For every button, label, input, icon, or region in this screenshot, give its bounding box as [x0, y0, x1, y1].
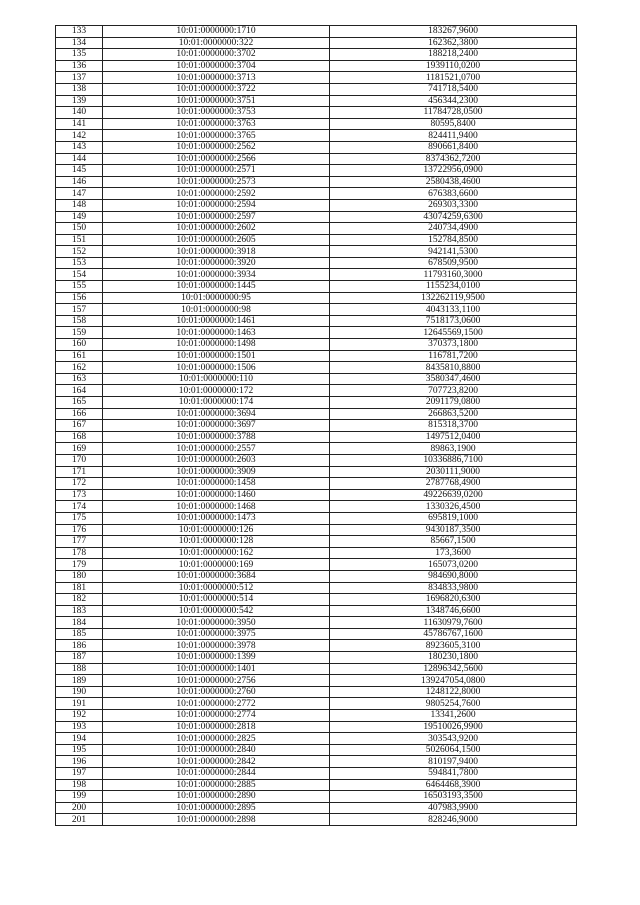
row-number-cell: 148 — [56, 199, 103, 211]
row-number-cell: 136 — [56, 60, 103, 72]
table-row — [56, 83, 577, 95]
cadastral-number-cell: 10:01:0000000:3697 — [103, 420, 330, 432]
cadastral-number-cell: 10:01:0000000:1506 — [103, 362, 330, 374]
table-row — [56, 37, 577, 49]
row-number-cell: 201 — [56, 814, 103, 826]
cadastral-number-cell: 10:01:0000000:1458 — [103, 478, 330, 490]
row-number-cell: 180 — [56, 570, 103, 582]
value-cell: 1497512,0400 — [330, 431, 577, 443]
cadastral-number-cell: 10:01:0000000:3934 — [103, 269, 330, 281]
value-cell: 45786767,1600 — [330, 628, 577, 640]
table-row — [56, 141, 577, 153]
value-cell: 180230,1800 — [330, 652, 577, 664]
row-number-cell: 170 — [56, 454, 103, 466]
value-cell: 2787768,4900 — [330, 478, 577, 490]
value-cell: 43074259,6300 — [330, 211, 577, 223]
table-row — [56, 617, 577, 629]
row-number-cell: 163 — [56, 373, 103, 385]
cadastral-number-cell: 10:01:0000000:2592 — [103, 188, 330, 200]
value-cell: 834833,9800 — [330, 582, 577, 594]
value-cell: 407983,9900 — [330, 802, 577, 814]
value-cell: 824411,9400 — [330, 130, 577, 142]
value-cell: 370373,1800 — [330, 339, 577, 351]
table-row — [56, 211, 577, 223]
row-number-cell: 188 — [56, 663, 103, 675]
table-row — [56, 594, 577, 606]
row-number-cell: 185 — [56, 628, 103, 640]
table-row — [56, 779, 577, 791]
table-row — [56, 107, 577, 119]
value-cell: 1696820,6300 — [330, 594, 577, 606]
cadastral-number-cell: 10:01:0000000:2571 — [103, 165, 330, 177]
table-row — [56, 60, 577, 72]
value-cell: 942141,5300 — [330, 246, 577, 258]
row-number-cell: 140 — [56, 107, 103, 119]
cadastral-number-cell: 10:01:0000000:3763 — [103, 118, 330, 130]
row-number-cell: 141 — [56, 118, 103, 130]
table-row — [56, 512, 577, 524]
table-row — [56, 640, 577, 652]
table-row — [56, 26, 577, 38]
table-row — [56, 281, 577, 293]
row-number-cell: 161 — [56, 350, 103, 362]
cadastral-number-cell: 10:01:0000000:2895 — [103, 802, 330, 814]
value-cell: 678509,9500 — [330, 257, 577, 269]
cadastral-number-cell: 10:01:0000000:2557 — [103, 443, 330, 455]
table-row — [56, 628, 577, 640]
cadastral-number-cell: 10:01:0000000:1445 — [103, 281, 330, 293]
row-number-cell: 171 — [56, 466, 103, 478]
row-number-cell: 194 — [56, 733, 103, 745]
row-number-cell: 146 — [56, 176, 103, 188]
cadastral-number-cell: 10:01:0000000:542 — [103, 605, 330, 617]
cadastral-number-cell: 10:01:0000000:2597 — [103, 211, 330, 223]
value-cell: 1330326,4500 — [330, 501, 577, 513]
table-row — [56, 373, 577, 385]
value-cell: 828246,9000 — [330, 814, 577, 826]
cadastral-number-cell: 10:01:0000000:2840 — [103, 744, 330, 756]
cadastral-number-cell: 10:01:0000000:512 — [103, 582, 330, 594]
table-row — [56, 686, 577, 698]
value-cell: 13722956,0900 — [330, 165, 577, 177]
row-number-cell: 142 — [56, 130, 103, 142]
cadastral-number-cell: 10:01:0000000:110 — [103, 373, 330, 385]
table-row — [56, 95, 577, 107]
cadastral-number-cell: 10:01:0000000:172 — [103, 385, 330, 397]
value-cell: 2091179,0800 — [330, 397, 577, 409]
value-cell: 89863,1900 — [330, 443, 577, 455]
row-number-cell: 133 — [56, 26, 103, 38]
row-number-cell: 196 — [56, 756, 103, 768]
value-cell: 188218,2400 — [330, 49, 577, 61]
value-cell: 9430187,3500 — [330, 524, 577, 536]
cadastral-number-cell: 10:01:0000000:2885 — [103, 779, 330, 791]
value-cell: 266863,5200 — [330, 408, 577, 420]
cadastral-number-cell: 10:01:0000000:2774 — [103, 710, 330, 722]
cadastral-number-cell: 10:01:0000000:3918 — [103, 246, 330, 258]
row-number-cell: 174 — [56, 501, 103, 513]
cadastral-number-cell: 10:01:0000000:2772 — [103, 698, 330, 710]
value-cell: 183267,9600 — [330, 26, 577, 38]
table-row — [56, 710, 577, 722]
row-number-cell: 153 — [56, 257, 103, 269]
row-number-cell: 176 — [56, 524, 103, 536]
table-row — [56, 536, 577, 548]
cadastral-number-cell: 10:01:0000000:174 — [103, 397, 330, 409]
cadastral-number-cell: 10:01:0000000:2898 — [103, 814, 330, 826]
cadastral-number-cell: 10:01:0000000:3975 — [103, 628, 330, 640]
cadastral-number-cell: 10:01:0000000:3978 — [103, 640, 330, 652]
row-number-cell: 191 — [56, 698, 103, 710]
value-cell: 49226639,0200 — [330, 489, 577, 501]
value-cell: 815318,3700 — [330, 420, 577, 432]
value-cell: 80595,8400 — [330, 118, 577, 130]
cadastral-number-cell: 10:01:0000000:2756 — [103, 675, 330, 687]
table-row — [56, 570, 577, 582]
parcel-table — [55, 25, 577, 826]
cadastral-number-cell: 10:01:0000000:2594 — [103, 199, 330, 211]
table-row — [56, 269, 577, 281]
cadastral-number-cell: 10:01:0000000:1468 — [103, 501, 330, 513]
cadastral-number-cell: 10:01:0000000:2573 — [103, 176, 330, 188]
row-number-cell: 200 — [56, 802, 103, 814]
value-cell: 11784728,0500 — [330, 107, 577, 119]
cadastral-number-cell: 10:01:0000000:3713 — [103, 72, 330, 84]
value-cell: 152784,8500 — [330, 234, 577, 246]
table-row — [56, 292, 577, 304]
cadastral-number-cell: 10:01:0000000:3920 — [103, 257, 330, 269]
row-number-cell: 172 — [56, 478, 103, 490]
row-number-cell: 187 — [56, 652, 103, 664]
table-row — [56, 188, 577, 200]
row-number-cell: 184 — [56, 617, 103, 629]
row-number-cell: 155 — [56, 281, 103, 293]
table-row — [56, 327, 577, 339]
table-row — [56, 49, 577, 61]
table-row — [56, 501, 577, 513]
row-number-cell: 175 — [56, 512, 103, 524]
cadastral-number-cell: 10:01:0000000:3702 — [103, 49, 330, 61]
cadastral-number-cell: 10:01:0000000:95 — [103, 292, 330, 304]
row-number-cell: 154 — [56, 269, 103, 281]
value-cell: 139247054,0800 — [330, 675, 577, 687]
cadastral-number-cell: 10:01:0000000:1501 — [103, 350, 330, 362]
cadastral-number-cell: 10:01:0000000:2818 — [103, 721, 330, 733]
value-cell: 2580438,4600 — [330, 176, 577, 188]
value-cell: 116781,7200 — [330, 350, 577, 362]
table-row — [56, 559, 577, 571]
value-cell: 1181521,0700 — [330, 72, 577, 84]
row-number-cell: 139 — [56, 95, 103, 107]
value-cell: 12896342,5600 — [330, 663, 577, 675]
cadastral-number-cell: 10:01:0000000:3751 — [103, 95, 330, 107]
table-row — [56, 199, 577, 211]
row-number-cell: 193 — [56, 721, 103, 733]
cadastral-number-cell: 10:01:0000000:3704 — [103, 60, 330, 72]
value-cell: 8923605,3100 — [330, 640, 577, 652]
cadastral-number-cell: 10:01:0000000:1463 — [103, 327, 330, 339]
table-row — [56, 397, 577, 409]
value-cell: 984690,8000 — [330, 570, 577, 582]
table-row — [56, 431, 577, 443]
cadastral-number-cell: 10:01:0000000:3722 — [103, 83, 330, 95]
table-row — [56, 165, 577, 177]
value-cell: 695819,1000 — [330, 512, 577, 524]
row-number-cell: 137 — [56, 72, 103, 84]
row-number-cell: 150 — [56, 223, 103, 235]
table-row — [56, 223, 577, 235]
cadastral-number-cell: 10:01:0000000:2603 — [103, 454, 330, 466]
cadastral-number-cell: 10:01:0000000:1401 — [103, 663, 330, 675]
table-row — [56, 118, 577, 130]
cadastral-number-cell: 10:01:0000000:3950 — [103, 617, 330, 629]
cadastral-number-cell: 10:01:0000000:128 — [103, 536, 330, 548]
row-number-cell: 168 — [56, 431, 103, 443]
value-cell: 303543,9200 — [330, 733, 577, 745]
row-number-cell: 183 — [56, 605, 103, 617]
cadastral-number-cell: 10:01:0000000:1460 — [103, 489, 330, 501]
row-number-cell: 149 — [56, 211, 103, 223]
value-cell: 1248122,8000 — [330, 686, 577, 698]
row-number-cell: 195 — [56, 744, 103, 756]
cadastral-number-cell: 10:01:0000000:2842 — [103, 756, 330, 768]
table-row — [56, 802, 577, 814]
table-row — [56, 733, 577, 745]
value-cell: 162362,3800 — [330, 37, 577, 49]
row-number-cell: 178 — [56, 547, 103, 559]
cadastral-number-cell: 10:01:0000000:3753 — [103, 107, 330, 119]
cadastral-number-cell: 10:01:0000000:3909 — [103, 466, 330, 478]
value-cell: 240734,4900 — [330, 223, 577, 235]
value-cell: 173,3600 — [330, 547, 577, 559]
row-number-cell: 162 — [56, 362, 103, 374]
cadastral-number-cell: 10:01:0000000:98 — [103, 304, 330, 316]
value-cell: 1939110,0200 — [330, 60, 577, 72]
table-row — [56, 663, 577, 675]
cadastral-number-cell: 10:01:0000000:126 — [103, 524, 330, 536]
value-cell: 269303,3300 — [330, 199, 577, 211]
value-cell: 85667,1500 — [330, 536, 577, 548]
table-row — [56, 234, 577, 246]
table-row — [56, 547, 577, 559]
table-row — [56, 420, 577, 432]
table-row — [56, 257, 577, 269]
cadastral-number-cell: 10:01:0000000:514 — [103, 594, 330, 606]
value-cell: 741718,5400 — [330, 83, 577, 95]
row-number-cell: 159 — [56, 327, 103, 339]
table-row — [56, 176, 577, 188]
value-cell: 16503193,3500 — [330, 791, 577, 803]
row-number-cell: 147 — [56, 188, 103, 200]
cadastral-number-cell: 10:01:0000000:1473 — [103, 512, 330, 524]
row-number-cell: 156 — [56, 292, 103, 304]
cadastral-number-cell: 10:01:0000000:2602 — [103, 223, 330, 235]
table-row — [56, 768, 577, 780]
table-row — [56, 814, 577, 826]
table-row — [56, 350, 577, 362]
cadastral-number-cell: 10:01:0000000:3684 — [103, 570, 330, 582]
table-row — [56, 315, 577, 327]
value-cell: 890661,8400 — [330, 141, 577, 153]
value-cell: 13341,2600 — [330, 710, 577, 722]
row-number-cell: 157 — [56, 304, 103, 316]
table-row — [56, 582, 577, 594]
row-number-cell: 173 — [56, 489, 103, 501]
cadastral-number-cell: 10:01:0000000:2844 — [103, 768, 330, 780]
cadastral-number-cell: 10:01:0000000:1498 — [103, 339, 330, 351]
value-cell: 594841,7800 — [330, 768, 577, 780]
table-row — [56, 72, 577, 84]
cadastral-number-cell: 10:01:0000000:1710 — [103, 26, 330, 38]
table-row — [56, 385, 577, 397]
table-row — [56, 605, 577, 617]
row-number-cell: 152 — [56, 246, 103, 258]
row-number-cell: 177 — [56, 536, 103, 548]
value-cell: 11793160,3000 — [330, 269, 577, 281]
row-number-cell: 144 — [56, 153, 103, 165]
row-number-cell: 169 — [56, 443, 103, 455]
value-cell: 11630979,7600 — [330, 617, 577, 629]
value-cell: 8374362,7200 — [330, 153, 577, 165]
value-cell: 1155234,0100 — [330, 281, 577, 293]
row-number-cell: 186 — [56, 640, 103, 652]
row-number-cell: 179 — [56, 559, 103, 571]
row-number-cell: 158 — [56, 315, 103, 327]
value-cell: 5026064,1500 — [330, 744, 577, 756]
table-row — [56, 153, 577, 165]
table-row — [56, 304, 577, 316]
row-number-cell: 143 — [56, 141, 103, 153]
row-number-cell: 166 — [56, 408, 103, 420]
row-number-cell: 199 — [56, 791, 103, 803]
cadastral-number-cell: 10:01:0000000:2890 — [103, 791, 330, 803]
table-row — [56, 362, 577, 374]
table-row — [56, 339, 577, 351]
table-row — [56, 489, 577, 501]
cadastral-number-cell: 10:01:0000000:2605 — [103, 234, 330, 246]
cadastral-number-cell: 10:01:0000000:3788 — [103, 431, 330, 443]
cadastral-number-cell: 10:01:0000000:2562 — [103, 141, 330, 153]
value-cell: 19510026,9900 — [330, 721, 577, 733]
row-number-cell: 145 — [56, 165, 103, 177]
table-row — [56, 524, 577, 536]
value-cell: 12645569,1500 — [330, 327, 577, 339]
row-number-cell: 164 — [56, 385, 103, 397]
row-number-cell: 192 — [56, 710, 103, 722]
value-cell: 9805254,7600 — [330, 698, 577, 710]
row-number-cell: 160 — [56, 339, 103, 351]
cadastral-number-cell: 10:01:0000000:1461 — [103, 315, 330, 327]
table-row — [56, 443, 577, 455]
table-row — [56, 466, 577, 478]
row-number-cell: 181 — [56, 582, 103, 594]
value-cell: 132262119,9500 — [330, 292, 577, 304]
value-cell: 4043133,1100 — [330, 304, 577, 316]
row-number-cell: 138 — [56, 83, 103, 95]
cadastral-number-cell: 10:01:0000000:2566 — [103, 153, 330, 165]
table-row — [56, 246, 577, 258]
table-row — [56, 652, 577, 664]
row-number-cell: 165 — [56, 397, 103, 409]
parcel-table-body — [56, 26, 577, 826]
value-cell: 1348746,6600 — [330, 605, 577, 617]
value-cell: 7518173,0600 — [330, 315, 577, 327]
row-number-cell: 167 — [56, 420, 103, 432]
value-cell: 2030111,9000 — [330, 466, 577, 478]
table-row — [56, 721, 577, 733]
cadastral-number-cell: 10:01:0000000:169 — [103, 559, 330, 571]
cadastral-number-cell: 10:01:0000000:1399 — [103, 652, 330, 664]
row-number-cell: 198 — [56, 779, 103, 791]
row-number-cell: 134 — [56, 37, 103, 49]
table-row — [56, 130, 577, 142]
value-cell: 6464468,3900 — [330, 779, 577, 791]
table-row — [56, 408, 577, 420]
cadastral-number-cell: 10:01:0000000:2825 — [103, 733, 330, 745]
value-cell: 8435810,8800 — [330, 362, 577, 374]
value-cell: 165073,0200 — [330, 559, 577, 571]
cadastral-number-cell: 10:01:0000000:2760 — [103, 686, 330, 698]
value-cell: 456344,2300 — [330, 95, 577, 107]
cadastral-number-cell: 10:01:0000000:3694 — [103, 408, 330, 420]
value-cell: 676383,6600 — [330, 188, 577, 200]
value-cell: 810197,9400 — [330, 756, 577, 768]
cadastral-number-cell: 10:01:0000000:322 — [103, 37, 330, 49]
row-number-cell: 151 — [56, 234, 103, 246]
table-row — [56, 756, 577, 768]
row-number-cell: 135 — [56, 49, 103, 61]
value-cell: 3580347,4600 — [330, 373, 577, 385]
cadastral-number-cell: 10:01:0000000:3765 — [103, 130, 330, 142]
table-row — [56, 478, 577, 490]
value-cell: 707723,8200 — [330, 385, 577, 397]
cadastral-number-cell: 10:01:0000000:162 — [103, 547, 330, 559]
value-cell: 10336886,7100 — [330, 454, 577, 466]
row-number-cell: 189 — [56, 675, 103, 687]
table-row — [56, 675, 577, 687]
table-row — [56, 454, 577, 466]
row-number-cell: 190 — [56, 686, 103, 698]
table-row — [56, 698, 577, 710]
table-row — [56, 744, 577, 756]
table-row — [56, 791, 577, 803]
row-number-cell: 182 — [56, 594, 103, 606]
row-number-cell: 197 — [56, 768, 103, 780]
